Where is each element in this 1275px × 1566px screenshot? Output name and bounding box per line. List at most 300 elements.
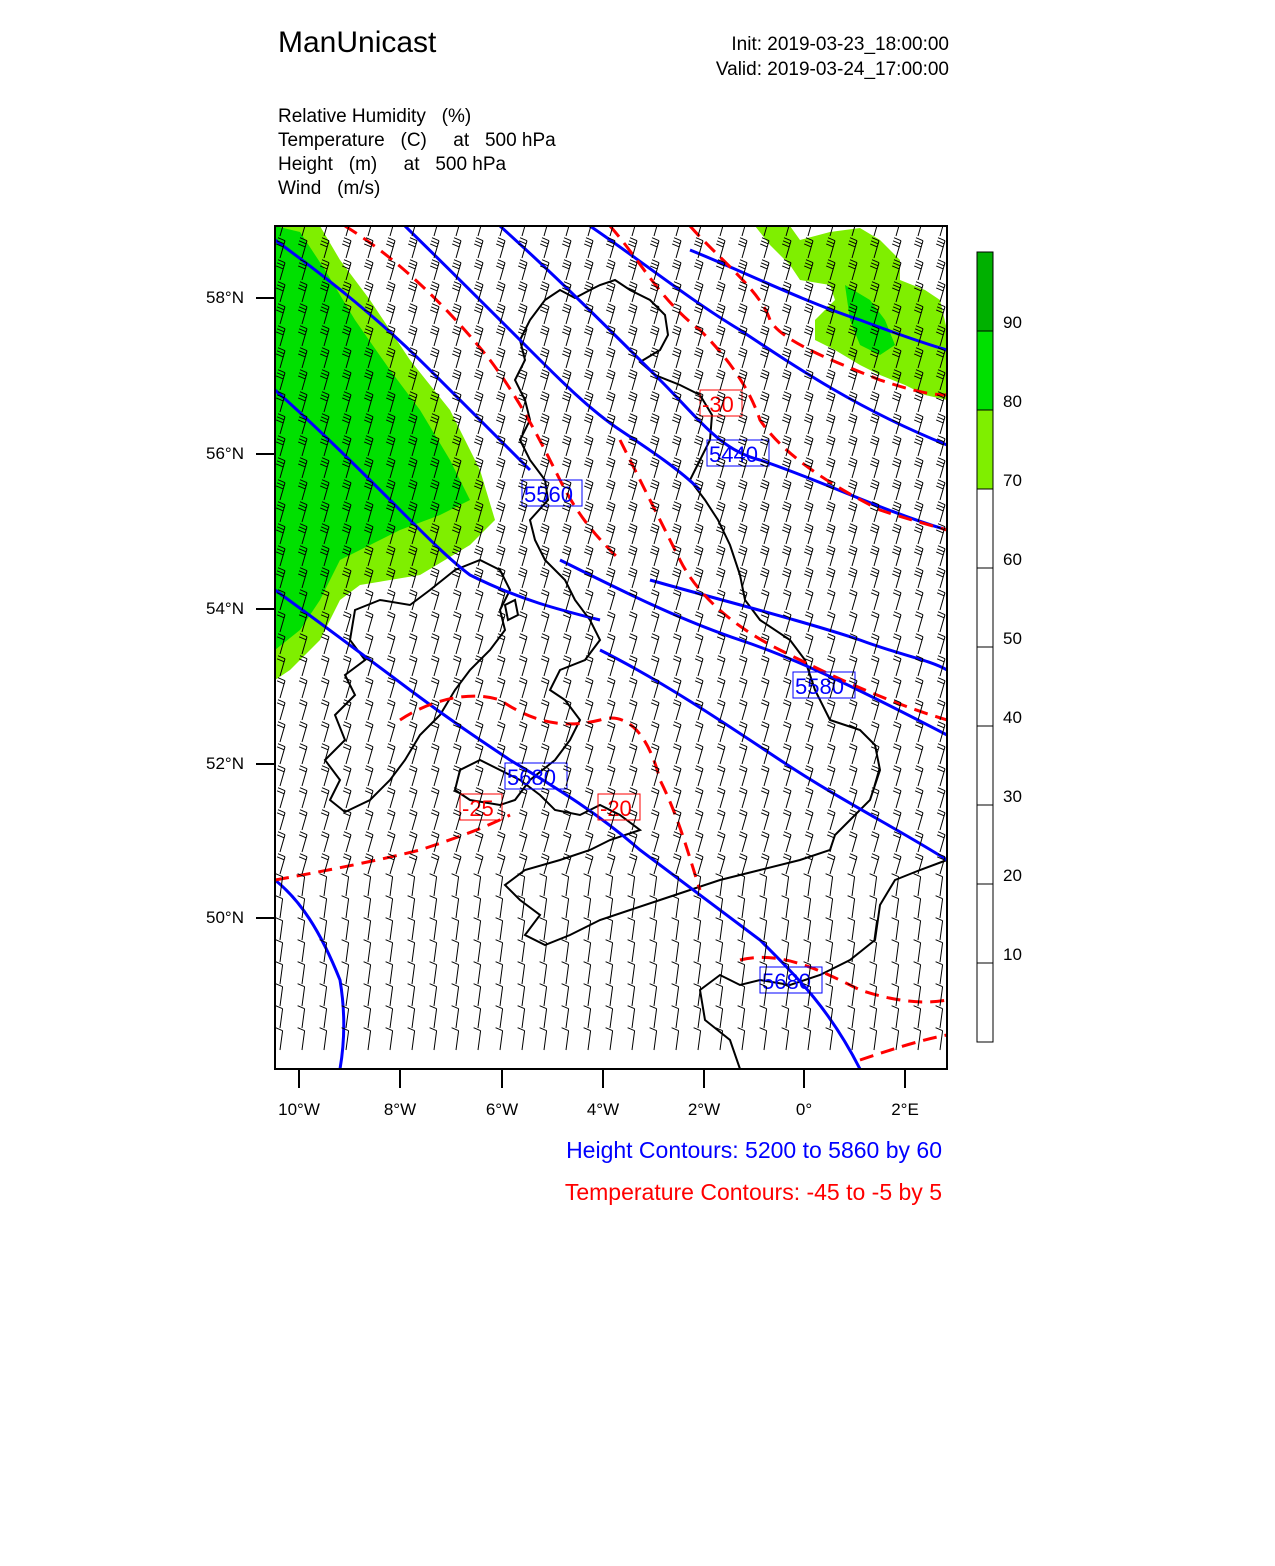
wind-barb	[716, 238, 725, 258]
wind-barb	[893, 722, 901, 742]
wind-barb	[893, 788, 901, 808]
wind-barb	[277, 678, 285, 698]
wind-barb	[914, 896, 921, 918]
wind-barb	[628, 480, 637, 500]
wind-barb	[783, 832, 791, 852]
lon-label: 4°W	[586, 1100, 620, 1119]
wind-barb	[716, 1006, 723, 1028]
wind-barb	[452, 348, 461, 368]
wind-barb	[804, 304, 813, 324]
wind-barb	[277, 722, 285, 742]
wind-barb	[738, 896, 745, 918]
wind-barb	[716, 940, 723, 962]
wind-barb	[453, 656, 461, 676]
wind-barb	[673, 722, 681, 742]
wind-barb	[365, 722, 373, 742]
wind-barb	[431, 612, 439, 632]
wind-barb	[936, 546, 945, 566]
wind-barb	[584, 1028, 591, 1050]
wind-barb	[717, 810, 725, 830]
wind-barb	[299, 832, 307, 852]
field-label-rh: Relative Humidity (%)	[278, 106, 472, 127]
wind-barb	[826, 414, 835, 434]
wind-barb	[518, 260, 527, 280]
wind-barb	[496, 282, 505, 302]
wind-barb	[848, 502, 857, 522]
wind-barb	[298, 962, 305, 984]
wind-barb	[849, 612, 857, 632]
wind-barb	[431, 634, 439, 654]
lat-label: 56°N	[206, 444, 244, 463]
wind-barb	[782, 896, 789, 918]
wind-barb	[496, 392, 505, 412]
wind-barb	[672, 568, 681, 588]
wind-barb	[783, 700, 791, 720]
wind-barb	[518, 282, 527, 302]
wind-barb	[607, 612, 615, 632]
wind-barb	[496, 940, 503, 962]
wind-barb	[298, 940, 305, 962]
wind-barb	[585, 590, 593, 610]
wind-barb	[562, 414, 571, 434]
wind-barb	[915, 744, 923, 764]
wind-barb	[518, 962, 525, 984]
wind-barb	[431, 678, 439, 698]
wind-barb	[738, 984, 745, 1006]
wind-barb	[893, 590, 901, 610]
wind-barb	[672, 940, 679, 962]
wind-barb	[519, 722, 527, 742]
wind-barb	[365, 590, 373, 610]
wind-barb	[496, 326, 505, 346]
wind-barb	[584, 918, 591, 940]
wind-barb	[562, 348, 571, 368]
wind-barb	[892, 392, 901, 412]
wind-barb	[717, 678, 725, 698]
wind-barb	[805, 810, 813, 830]
wind-barb	[695, 832, 703, 852]
wind-barb	[936, 1006, 943, 1028]
wind-barb	[695, 656, 703, 676]
wind-barb	[694, 436, 703, 456]
wind-barb	[452, 238, 461, 258]
wind-barb	[672, 238, 681, 258]
wind-barb	[629, 612, 637, 632]
wind-barb	[628, 414, 637, 434]
wind-barb	[782, 918, 789, 940]
wind-barb	[518, 918, 525, 940]
wind-barb	[739, 810, 747, 830]
wind-barb	[452, 962, 459, 984]
wind-barb	[672, 370, 681, 390]
wind-barb	[409, 722, 417, 742]
wind-barb	[430, 918, 437, 940]
wind-barb	[805, 612, 813, 632]
wind-barb	[738, 918, 745, 940]
wind-barb	[321, 678, 329, 698]
wind-barb	[672, 546, 681, 566]
wind-barb	[387, 634, 395, 654]
lat-label: 54°N	[206, 599, 244, 618]
wind-barb	[584, 568, 593, 588]
wind-barb	[365, 832, 373, 852]
wind-barb	[475, 766, 483, 786]
wind-barb	[915, 612, 923, 632]
wind-barb	[804, 874, 811, 896]
wind-barb	[848, 896, 855, 918]
wind-barb	[409, 700, 417, 720]
wind-barb	[650, 524, 659, 544]
wind-barb	[760, 1006, 767, 1028]
wind-barb	[893, 832, 901, 852]
wind-barb	[431, 722, 439, 742]
wind-barb	[584, 458, 593, 478]
wind-barb	[761, 788, 769, 808]
wind-barb	[541, 612, 549, 632]
wind-barb	[892, 524, 901, 544]
wind-barb	[628, 568, 637, 588]
colorbar-label: 60	[1003, 550, 1022, 569]
lat-label: 50°N	[206, 908, 244, 927]
wind-barb	[893, 678, 901, 698]
wind-barb	[453, 700, 461, 720]
wind-barb	[585, 766, 593, 786]
wind-barb	[650, 392, 659, 412]
wind-barb	[584, 896, 591, 918]
height-label: 5580	[795, 674, 844, 699]
wind-barb	[431, 744, 439, 764]
wind-barb	[650, 238, 659, 258]
wind-barb	[672, 524, 681, 544]
wind-barb	[298, 1028, 305, 1050]
wind-barb	[629, 634, 637, 654]
wind-barb	[562, 326, 571, 346]
wind-barb	[452, 568, 461, 588]
wind-barb	[474, 1006, 481, 1028]
wind-barb	[474, 326, 483, 346]
wind-barb	[343, 810, 351, 830]
wind-barb	[518, 940, 525, 962]
wind-barb	[848, 458, 857, 478]
wind-barb	[804, 1006, 811, 1028]
wind-barb	[606, 524, 615, 544]
wind-barb	[277, 854, 285, 874]
wind-barb	[914, 260, 923, 280]
wind-barb	[937, 678, 945, 698]
wind-barb	[584, 348, 593, 368]
wind-barb	[519, 612, 527, 632]
wind-barb	[584, 326, 593, 346]
wind-barb	[826, 546, 835, 566]
wind-barb	[650, 414, 659, 434]
wind-barb	[518, 984, 525, 1006]
wind-barb	[431, 590, 439, 610]
wind-barb	[453, 854, 461, 874]
wind-barb	[365, 810, 373, 830]
wind-barb	[893, 612, 901, 632]
wind-barb	[519, 854, 527, 874]
wind-barb	[739, 634, 747, 654]
wind-barb	[936, 918, 943, 940]
wind-barb	[408, 918, 415, 940]
wind-barb	[299, 678, 307, 698]
wind-barb	[827, 766, 835, 786]
wind-barb	[673, 788, 681, 808]
wind-barb	[651, 788, 659, 808]
wind-barb	[386, 282, 395, 302]
wind-barb	[409, 832, 417, 852]
wind-barb	[782, 874, 789, 896]
wind-barb	[848, 436, 857, 456]
wind-barb	[848, 370, 857, 390]
wind-barb	[827, 854, 835, 874]
wind-barb	[782, 568, 791, 588]
wind-barb	[892, 1028, 899, 1050]
wind-barb	[650, 918, 657, 940]
wind-barb	[276, 940, 283, 962]
wind-barb	[519, 832, 527, 852]
wind-barb	[562, 260, 571, 280]
wind-barb	[606, 502, 615, 522]
wind-barb	[826, 918, 833, 940]
wind-barb	[936, 436, 945, 456]
wind-barb	[826, 568, 835, 588]
wind-barb	[760, 546, 769, 566]
wind-barb	[870, 1028, 877, 1050]
wind-barb	[496, 896, 503, 918]
wind-barb	[805, 788, 813, 808]
wind-barb	[277, 788, 285, 808]
wind-barb	[694, 260, 703, 280]
wind-barb	[914, 524, 923, 544]
wind-barb	[496, 874, 503, 896]
wind-barb	[760, 918, 767, 940]
wind-barb	[782, 304, 791, 324]
temperature-contour	[275, 815, 510, 880]
wind-barb	[761, 854, 769, 874]
wind-barb	[628, 918, 635, 940]
wind-barb	[606, 962, 613, 984]
wind-barb	[936, 480, 945, 500]
wind-barb	[739, 678, 747, 698]
wind-barb	[716, 962, 723, 984]
wind-barb	[827, 810, 835, 830]
wind-barb	[585, 788, 593, 808]
wind-barb	[364, 874, 371, 896]
wind-barb	[914, 546, 923, 566]
wind-barb	[342, 238, 351, 258]
wind-barb	[915, 810, 923, 830]
wind-barb	[760, 874, 767, 896]
wind-barb	[409, 766, 417, 786]
wind-barb	[628, 940, 635, 962]
wind-barb	[628, 896, 635, 918]
wind-barb	[541, 744, 549, 764]
wind-barb	[474, 304, 483, 324]
wind-barb	[782, 414, 791, 434]
wind-barb	[849, 744, 857, 764]
wind-barb	[892, 984, 899, 1006]
wind-barb	[452, 940, 459, 962]
wind-barb	[848, 874, 855, 896]
wind-barb	[716, 984, 723, 1006]
wind-barb	[584, 238, 593, 258]
wind-barb	[870, 962, 877, 984]
wind-barb	[650, 1006, 657, 1028]
wind-barb	[716, 918, 723, 940]
wind-barb	[761, 832, 769, 852]
wind-barb	[496, 502, 505, 522]
wind-barb	[761, 700, 769, 720]
wind-barb	[343, 744, 351, 764]
wind-barb	[541, 678, 549, 698]
wind-barb	[408, 940, 415, 962]
wind-barb	[804, 414, 813, 434]
wind-barb	[915, 634, 923, 654]
field-label-height: Height (m) at 500 hPa	[278, 154, 507, 175]
wind-barb	[629, 766, 637, 786]
wind-barb	[936, 1028, 943, 1050]
wind-barb	[364, 1006, 371, 1028]
wind-barb	[321, 634, 329, 654]
wind-barb	[453, 744, 461, 764]
wind-barb	[387, 612, 395, 632]
wind-barb	[936, 414, 945, 434]
wind-barb	[584, 546, 593, 566]
wind-barb	[673, 766, 681, 786]
wind-barb	[694, 918, 701, 940]
wind-barb	[563, 832, 571, 852]
wind-barb	[343, 854, 351, 874]
wind-barb	[365, 634, 373, 654]
wind-barb	[584, 874, 591, 896]
wind-barb	[914, 480, 923, 500]
wind-barb	[738, 962, 745, 984]
wind-barb	[321, 722, 329, 742]
wind-barb	[562, 1006, 569, 1028]
wind-barb	[629, 854, 637, 874]
wind-barb	[497, 722, 505, 742]
wind-barb	[782, 546, 791, 566]
height-contour-note: Height Contours: 5200 to 5860 by 60	[566, 1137, 942, 1163]
height-label: 5680	[762, 969, 811, 994]
wind-barb	[452, 896, 459, 918]
wind-barb	[408, 282, 417, 302]
wind-barb	[497, 590, 505, 610]
wind-barb	[936, 502, 945, 522]
colorbar-label: 70	[1003, 471, 1022, 490]
wind-barb	[849, 854, 857, 874]
wind-barb	[475, 854, 483, 874]
wind-barb	[606, 896, 613, 918]
wind-barb	[695, 678, 703, 698]
wind-barb	[673, 700, 681, 720]
wind-barb	[430, 238, 439, 258]
wind-barb	[782, 392, 791, 412]
wind-barb	[739, 766, 747, 786]
wind-barb	[606, 282, 615, 302]
wind-barb	[277, 766, 285, 786]
wind-barb	[430, 326, 439, 346]
wind-barb	[650, 480, 659, 500]
wind-barb	[276, 984, 283, 1006]
wind-barb	[496, 1028, 503, 1050]
wind-barb	[497, 700, 505, 720]
wind-barb	[584, 436, 593, 456]
wind-barb	[343, 612, 351, 632]
wind-barb	[738, 1028, 745, 1050]
wind-barb	[650, 546, 659, 566]
wind-barb	[475, 700, 483, 720]
wind-barb	[694, 370, 703, 390]
wind-barb	[321, 744, 329, 764]
wind-barb	[387, 678, 395, 698]
wind-barb	[783, 744, 791, 764]
wind-barb	[870, 480, 879, 500]
wind-barb	[650, 984, 657, 1006]
wind-barb	[629, 590, 637, 610]
wind-barb	[651, 656, 659, 676]
height-label: 5680	[507, 765, 556, 790]
wind-barb	[936, 238, 945, 258]
wind-barb	[783, 590, 791, 610]
wind-barb	[849, 722, 857, 742]
wind-barb	[914, 940, 921, 962]
wind-barb	[805, 634, 813, 654]
wind-barb	[474, 874, 481, 896]
wind-barb	[782, 370, 791, 390]
wind-barb	[431, 788, 439, 808]
wind-barb	[386, 918, 393, 940]
wind-barb	[386, 1006, 393, 1028]
height-contour	[560, 560, 947, 735]
wind-barb	[695, 788, 703, 808]
wind-barb	[915, 678, 923, 698]
wind-barb	[672, 480, 681, 500]
wind-barb	[804, 392, 813, 412]
wind-barb	[672, 260, 681, 280]
wind-barb	[716, 546, 725, 566]
wind-barb	[870, 414, 879, 434]
height-label: 5560	[524, 482, 573, 507]
wind-barb	[365, 744, 373, 764]
wind-barb	[694, 348, 703, 368]
wind-barb	[452, 326, 461, 346]
wind-barb	[673, 656, 681, 676]
wind-barb	[937, 590, 945, 610]
wind-barb	[386, 962, 393, 984]
temperature-label: -25	[462, 796, 494, 821]
colorbar-label: 50	[1003, 629, 1022, 648]
wind-barb	[563, 634, 571, 654]
wind-barb	[914, 918, 921, 940]
init-time: Init: 2019-03-23_18:00:00	[731, 34, 949, 55]
wind-barb	[585, 744, 593, 764]
wind-barb	[386, 896, 393, 918]
wind-barb	[299, 854, 307, 874]
wind-barb	[519, 634, 527, 654]
wind-barb	[585, 854, 593, 874]
wind-barb	[541, 700, 549, 720]
wind-barb	[342, 896, 349, 918]
wind-barb	[585, 678, 593, 698]
wind-barb	[870, 524, 879, 544]
wind-barb	[320, 874, 327, 896]
wind-barb	[563, 590, 571, 610]
wind-barb	[849, 700, 857, 720]
wind-barb	[826, 896, 833, 918]
wind-barb	[915, 766, 923, 786]
